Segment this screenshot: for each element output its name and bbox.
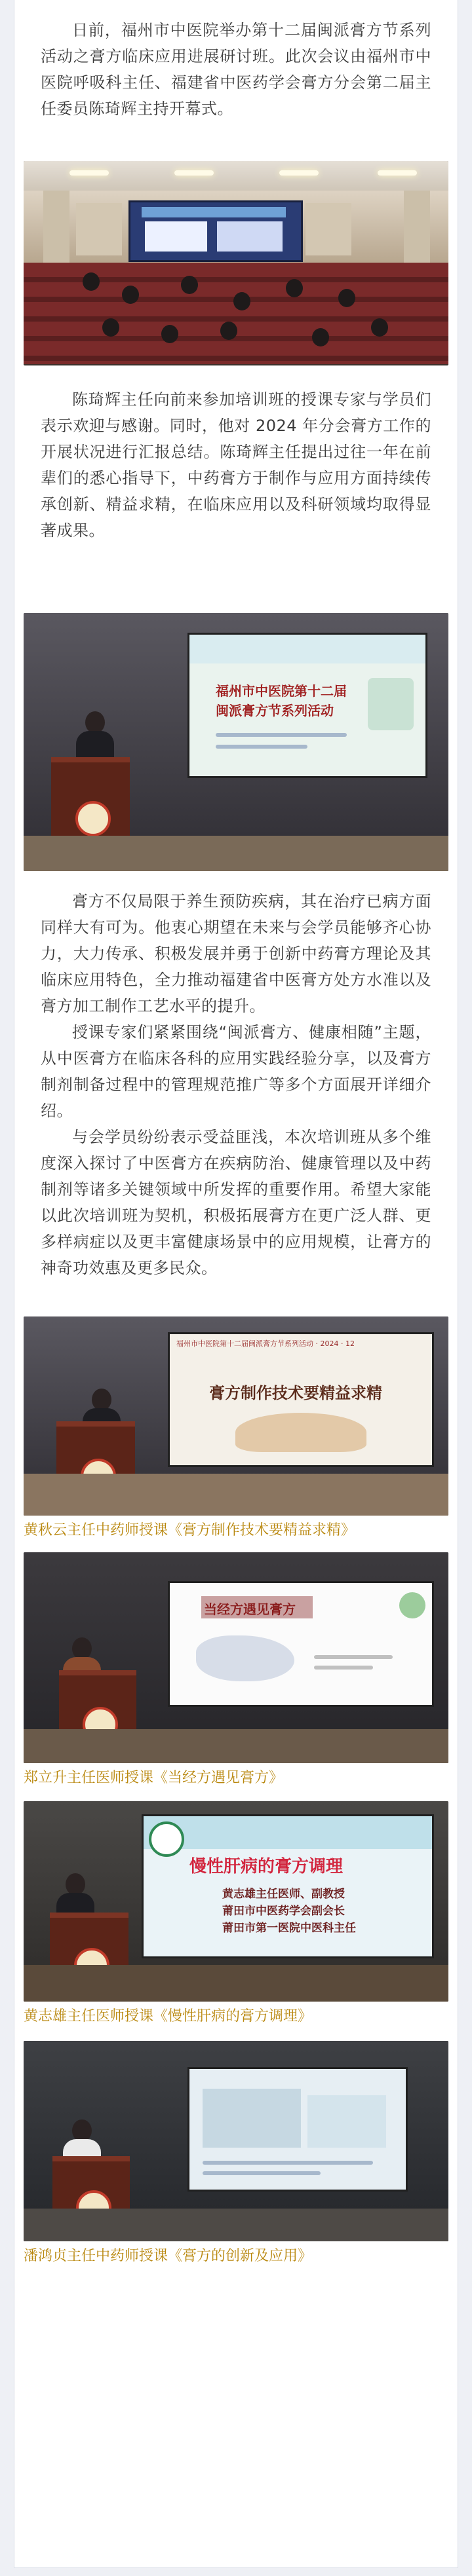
article-paragraph-2: 陈琦辉主任向前来参加培训班的授课专家与学员们表示欢迎与感谢。同时，他对 2024 年分会膏方工作的开展状况进行汇报总结。陈琦辉主任提出过往一年在前辈们的悉心指导下，中药膏方于制作与应用方面持续传承创新、精益求精，在临床应用以及科研领域均取得显著成果。 xyxy=(41,390,431,540)
slide-subtitle: 闽派膏方节系列活动 xyxy=(216,703,334,719)
slide-screen xyxy=(187,633,427,778)
photo-lecture-hall xyxy=(24,161,448,365)
photo-lecture-zheng-lisheng xyxy=(24,1552,448,1763)
slide-screen xyxy=(168,1332,434,1467)
slide-speaker-line-3: 莆田市第一医院中医科主任 xyxy=(222,1922,356,1935)
photo-caption-1: 黄秋云主任中药师授课《膏方制作技术要精益求精》 xyxy=(24,1522,356,1539)
slide-title: 福州市中医院第十二届 xyxy=(216,683,347,699)
photo-caption-3: 黄志雄主任医师授课《慢性肝病的膏方调理》 xyxy=(24,2008,313,2025)
photo-lecture-pan-hongzhen xyxy=(24,2041,448,2241)
slide-speaker-line-1: 黄志雄主任医师、副教授 xyxy=(222,1888,345,1901)
slide-title: 当经方遇见膏方 xyxy=(204,1601,296,1617)
photo-lecture-huang-qiuyun xyxy=(24,1316,448,1516)
slide-screen xyxy=(142,1814,434,1958)
slide-screen xyxy=(168,1581,434,1707)
article-paragraph-3: 膏方不仅局限于养生预防疾病，其在治疗已病方面同样大有可为。他衷心期望在未来与会学员能够齐心协力，大力传承、积极发展并勇于创新中药膏方理论及其临床应用特色，全力推动福建省中医膏方处方水准以及膏方加工制作工艺水平的提升。 xyxy=(41,892,431,1015)
article-paragraph-1: 日前，福州市中医院举办第十二届闽派膏方节系列活动之膏方临床应用进展研讨班。此次会议由福州市中医院呼吸科主任、福建省中医药学会膏方分会第二届主任委员陈琦辉主持开幕式。 xyxy=(41,21,431,118)
photo-caption-4: 潘鸿贞主任中药师授课《膏方的创新及应用》 xyxy=(24,2248,313,2264)
photo-chair-presenting xyxy=(24,613,448,871)
photo-caption-2: 郑立升主任医师授课《当经方遇见膏方》 xyxy=(24,1770,284,1786)
slide-screen xyxy=(187,2067,408,2192)
slide-speaker-line-2: 莆田市中医药学会副会长 xyxy=(222,1905,345,1918)
hospital-emblem-icon xyxy=(75,801,111,836)
slide-banner: 福州市中医院第十二届闽派膏方节系列活动 · 2024 · 12 xyxy=(176,1339,355,1348)
article-paragraph-4: 授课专家们紧紧围绕“闽派膏方、健康相随”主题，从中医膏方在临床各科的应用实践经验分享，以及膏方制剂制备过程中的管理规范推广等多个方面展开详细介绍。 xyxy=(41,1023,431,1120)
slide-title: 慢性肝病的膏方调理 xyxy=(189,1857,344,1876)
article-paragraph-5: 与会学员纷纷表示受益匪浅，本次培训班从多个维度深入探讨了中医膏方在疾病防治、健康管理以及中药制剂等诸多关键领域中所发挥的重要作用。希望大家能以此次培训班为契机，积极拓展膏方在更广泛人群、更多样病症以及更丰富健康场景中的应用规模，让膏方的神奇功效惠及更多民众。 xyxy=(41,1128,431,1277)
photo-lecture-huang-zhixiong xyxy=(24,1801,448,2002)
slide-title: 膏方制作技术要精益求精 xyxy=(209,1383,382,1402)
